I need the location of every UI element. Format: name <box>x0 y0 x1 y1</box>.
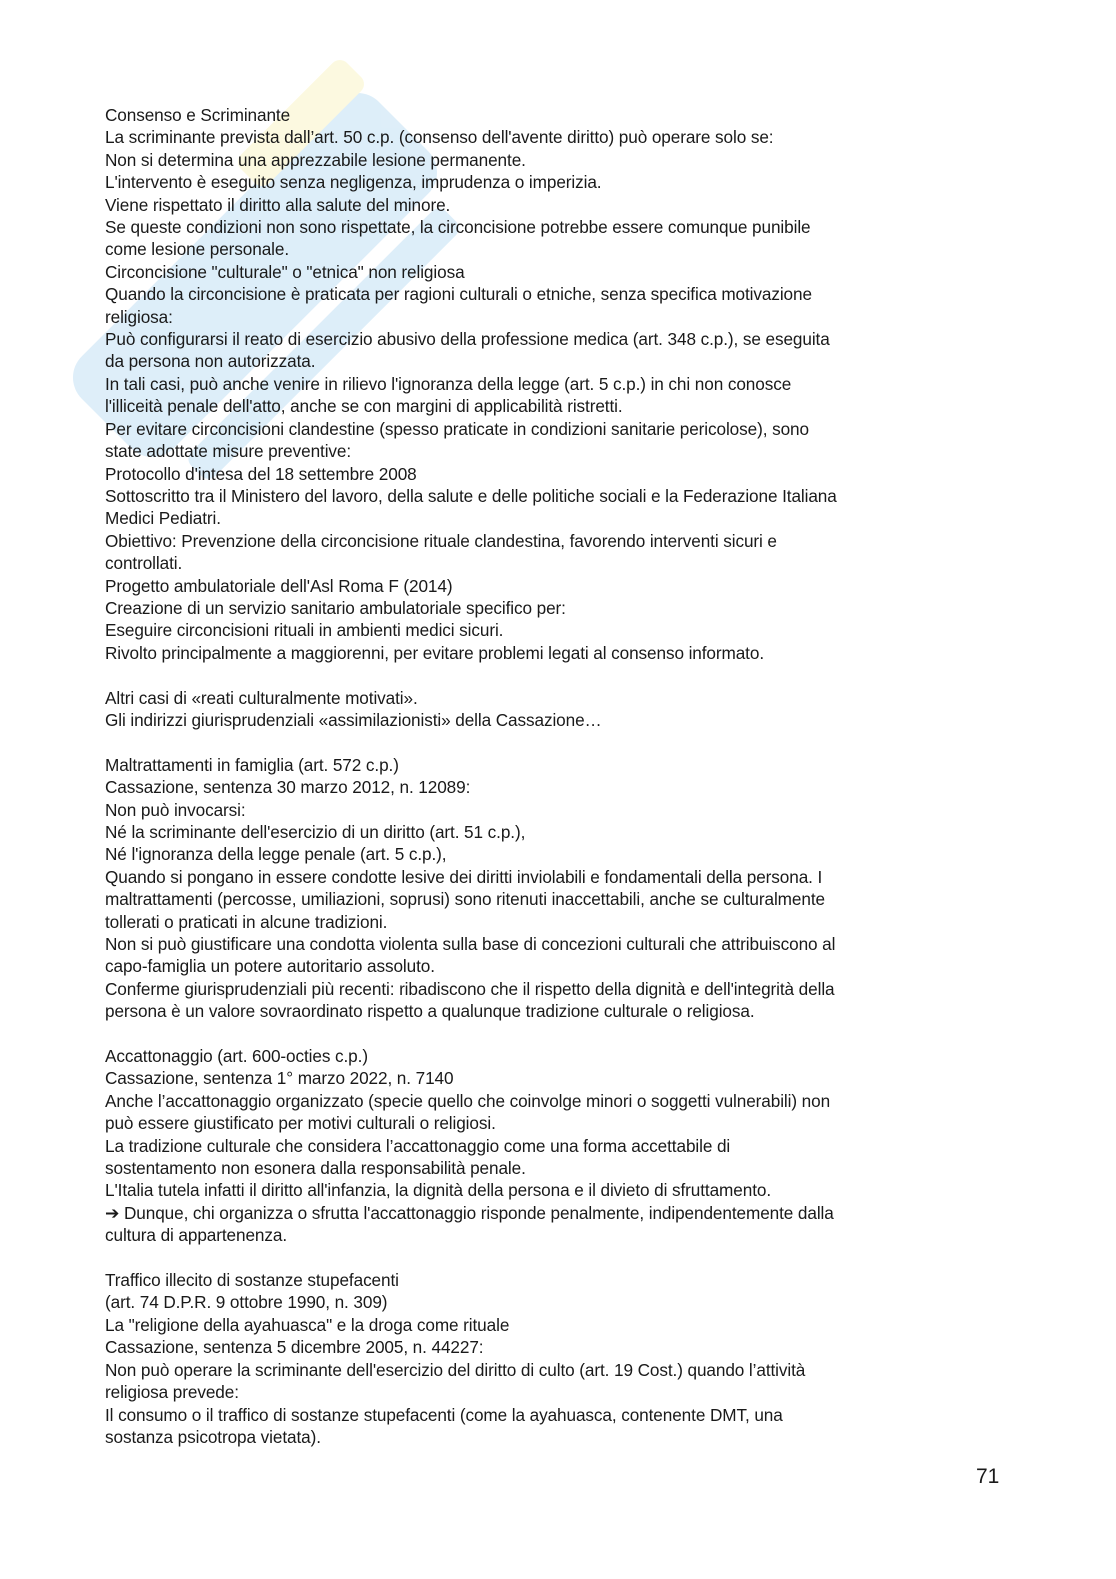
text-line: Obiettivo: Prevenzione della circoncisione rituale clandestina, favorendo interventi sicuri e <box>105 530 777 551</box>
text-line: Medici Pediatri. <box>105 508 221 529</box>
paragraph-gap <box>105 664 1015 686</box>
text-line: Può configurarsi il reato di esercizio abusivo della professione medica (art. 348 c.p.), se eseguita <box>105 329 830 350</box>
paragraph-block <box>105 1045 1015 1247</box>
text-line: Conferme giurisprudenziali più recenti: ribadiscono che il rispetto della dignità e dell'integrità della <box>105 978 835 999</box>
text-line: da persona non autorizzata. <box>105 351 316 372</box>
section-heading-line: Consenso e Scriminante <box>105 105 291 125</box>
text-line: (art. 74 D.P.R. 9 ottobre 1990, n. 309) <box>105 1292 388 1313</box>
document-body <box>105 104 1015 1448</box>
text-line: l'illiceità penale dell'atto, anche se con margini di applicabilità ristretti. <box>105 396 623 417</box>
paragraph-block <box>105 687 1015 732</box>
text-line: Eseguire circoncisioni rituali in ambienti medici sicuri. <box>105 620 504 641</box>
text-line: Circoncisione "culturale" o "etnica" non religiosa <box>105 261 465 282</box>
text-line: Rivolto principalmente a maggiorenni, per evitare problemi legati al consenso informato. <box>105 642 764 663</box>
text-line: capo-famiglia un potere autoritario assoluto. <box>105 956 435 977</box>
section-heading-line: Traffico illecito di sostanze stupefacenti <box>105 1270 399 1291</box>
section-heading-line: Accattonaggio (art. 600-octies c.p.) <box>105 1046 368 1067</box>
paragraph-gap <box>105 1247 1015 1269</box>
paragraph-block <box>105 1269 1015 1448</box>
text-line: Viene rispettato il diritto alla salute del minore. <box>105 194 451 215</box>
text-line: In tali casi, può anche venire in rilievo l'ignoranza della legge (art. 5 c.p.) in chi non conosce <box>105 373 792 394</box>
text-line: Creazione di un servizio sanitario ambulatoriale specifico per: <box>105 597 566 618</box>
text-line: religiosa: <box>105 306 173 327</box>
text-line: Per evitare circoncisioni clandestine (spesso praticate in condizioni sanitarie pericolose), sono <box>105 418 809 439</box>
text-line: Quando si pongano in essere condotte lesive dei diritti inviolabili e fondamentali della persona. I <box>105 866 823 887</box>
text-line: Cassazione, sentenza 5 dicembre 2005, n. 44227: <box>105 1337 484 1358</box>
text-line: maltrattamenti (percosse, umiliazioni, soprusi) sono ritenuti inaccettabili, anche se culturalmente <box>105 889 825 910</box>
page-number: 71 <box>976 1465 1000 1488</box>
paragraph-gap <box>105 731 1015 753</box>
text-line: Né la scriminante dell'esercizio di un diritto (art. 51 c.p.), <box>105 821 526 842</box>
text-line: tollerati o praticati in alcune tradizioni. <box>105 911 388 932</box>
text-line: Cassazione, sentenza 30 marzo 2012, n. 12089: <box>105 777 471 798</box>
text-line: Anche l’accattonaggio organizzato (specie quello che coinvolge minori o soggetti vulnerabili) non <box>105 1090 831 1111</box>
text-line: può essere giustificato per motivi culturali o religiosi. <box>105 1113 496 1134</box>
text-line: L'intervento è eseguito senza negligenza, imprudenza o imperizia. <box>105 172 602 193</box>
text-line: state adottate misure preventive: <box>105 441 352 462</box>
text-line: Progetto ambulatoriale dell'Asl Roma F (2014) <box>105 575 453 596</box>
paragraph-block <box>105 104 1015 664</box>
text-line: Non si determina una apprezzabile lesione permanente. <box>105 149 526 170</box>
text-line: sostentamento non esonera dalla responsabilità penale. <box>105 1158 526 1179</box>
section-heading-line: Altri casi di «reati culturalmente motivati». <box>105 687 418 708</box>
text-line: religiosa prevede: <box>105 1382 239 1403</box>
text-line: come lesione personale. <box>105 239 290 260</box>
text-line: Il consumo o il traffico di sostanze stupefacenti (come la ayahuasca, contenente DMT, una <box>105 1404 783 1425</box>
paragraph-gap <box>105 1023 1015 1045</box>
text-line: Quando la circoncisione è praticata per ragioni culturali o etniche, senza specifica motivazione <box>105 284 812 305</box>
text-line: Se queste condizioni non sono rispettate, la circoncisione potrebbe essere comunque punibile <box>105 217 811 238</box>
text-line: La tradizione culturale che considera l’accattonaggio come una forma accettabile di <box>105 1135 731 1156</box>
text-line: Non può invocarsi: <box>105 799 246 820</box>
text-line: La scriminante prevista dall’art. 50 c.p. (consenso dell'avente diritto) può operare solo se: <box>105 127 774 148</box>
text-line: Protocollo d'intesa del 18 settembre 2008 <box>105 463 417 484</box>
text-line: Gli indirizzi giurisprudenziali «assimilazionisti» della Cassazione… <box>105 709 602 730</box>
text-line: cultura di appartenenza. <box>105 1225 288 1246</box>
text-line: controllati. <box>105 553 183 574</box>
paragraph-block <box>105 754 1015 1023</box>
text-line: La "religione della ayahuasca" e la droga come rituale <box>105 1314 510 1335</box>
text-line: L'Italia tutela infatti il diritto all'infanzia, la dignità della persona e il divieto di sfruttamento. <box>105 1180 771 1201</box>
text-line: persona è un valore sovraordinato rispetto a qualunque tradizione culturale o religiosa. <box>105 1001 755 1022</box>
text-line: Non si può giustificare una condotta violenta sulla base di concezioni culturali che attribuiscono al <box>105 934 836 954</box>
text-line: Sottoscritto tra il Ministero del lavoro, della salute e delle politiche sociali e la Federazione Italiana <box>105 485 837 506</box>
text-line: Né l'ignoranza della legge penale (art. 5 c.p.), <box>105 844 447 865</box>
text-line: ➔ Dunque, chi organizza o sfrutta l'accattonaggio risponde penalmente, indipendentemente dalla <box>105 1202 834 1223</box>
text-line: Non può operare la scriminante dell'esercizio del diritto di culto (art. 19 Cost.) quando l’attività <box>105 1359 806 1380</box>
text-line: sostanza psicotropa vietata). <box>105 1426 321 1447</box>
text-line: Cassazione, sentenza 1° marzo 2022, n. 7140 <box>105 1068 454 1089</box>
section-heading-line: Maltrattamenti in famiglia (art. 572 c.p.) <box>105 754 399 775</box>
